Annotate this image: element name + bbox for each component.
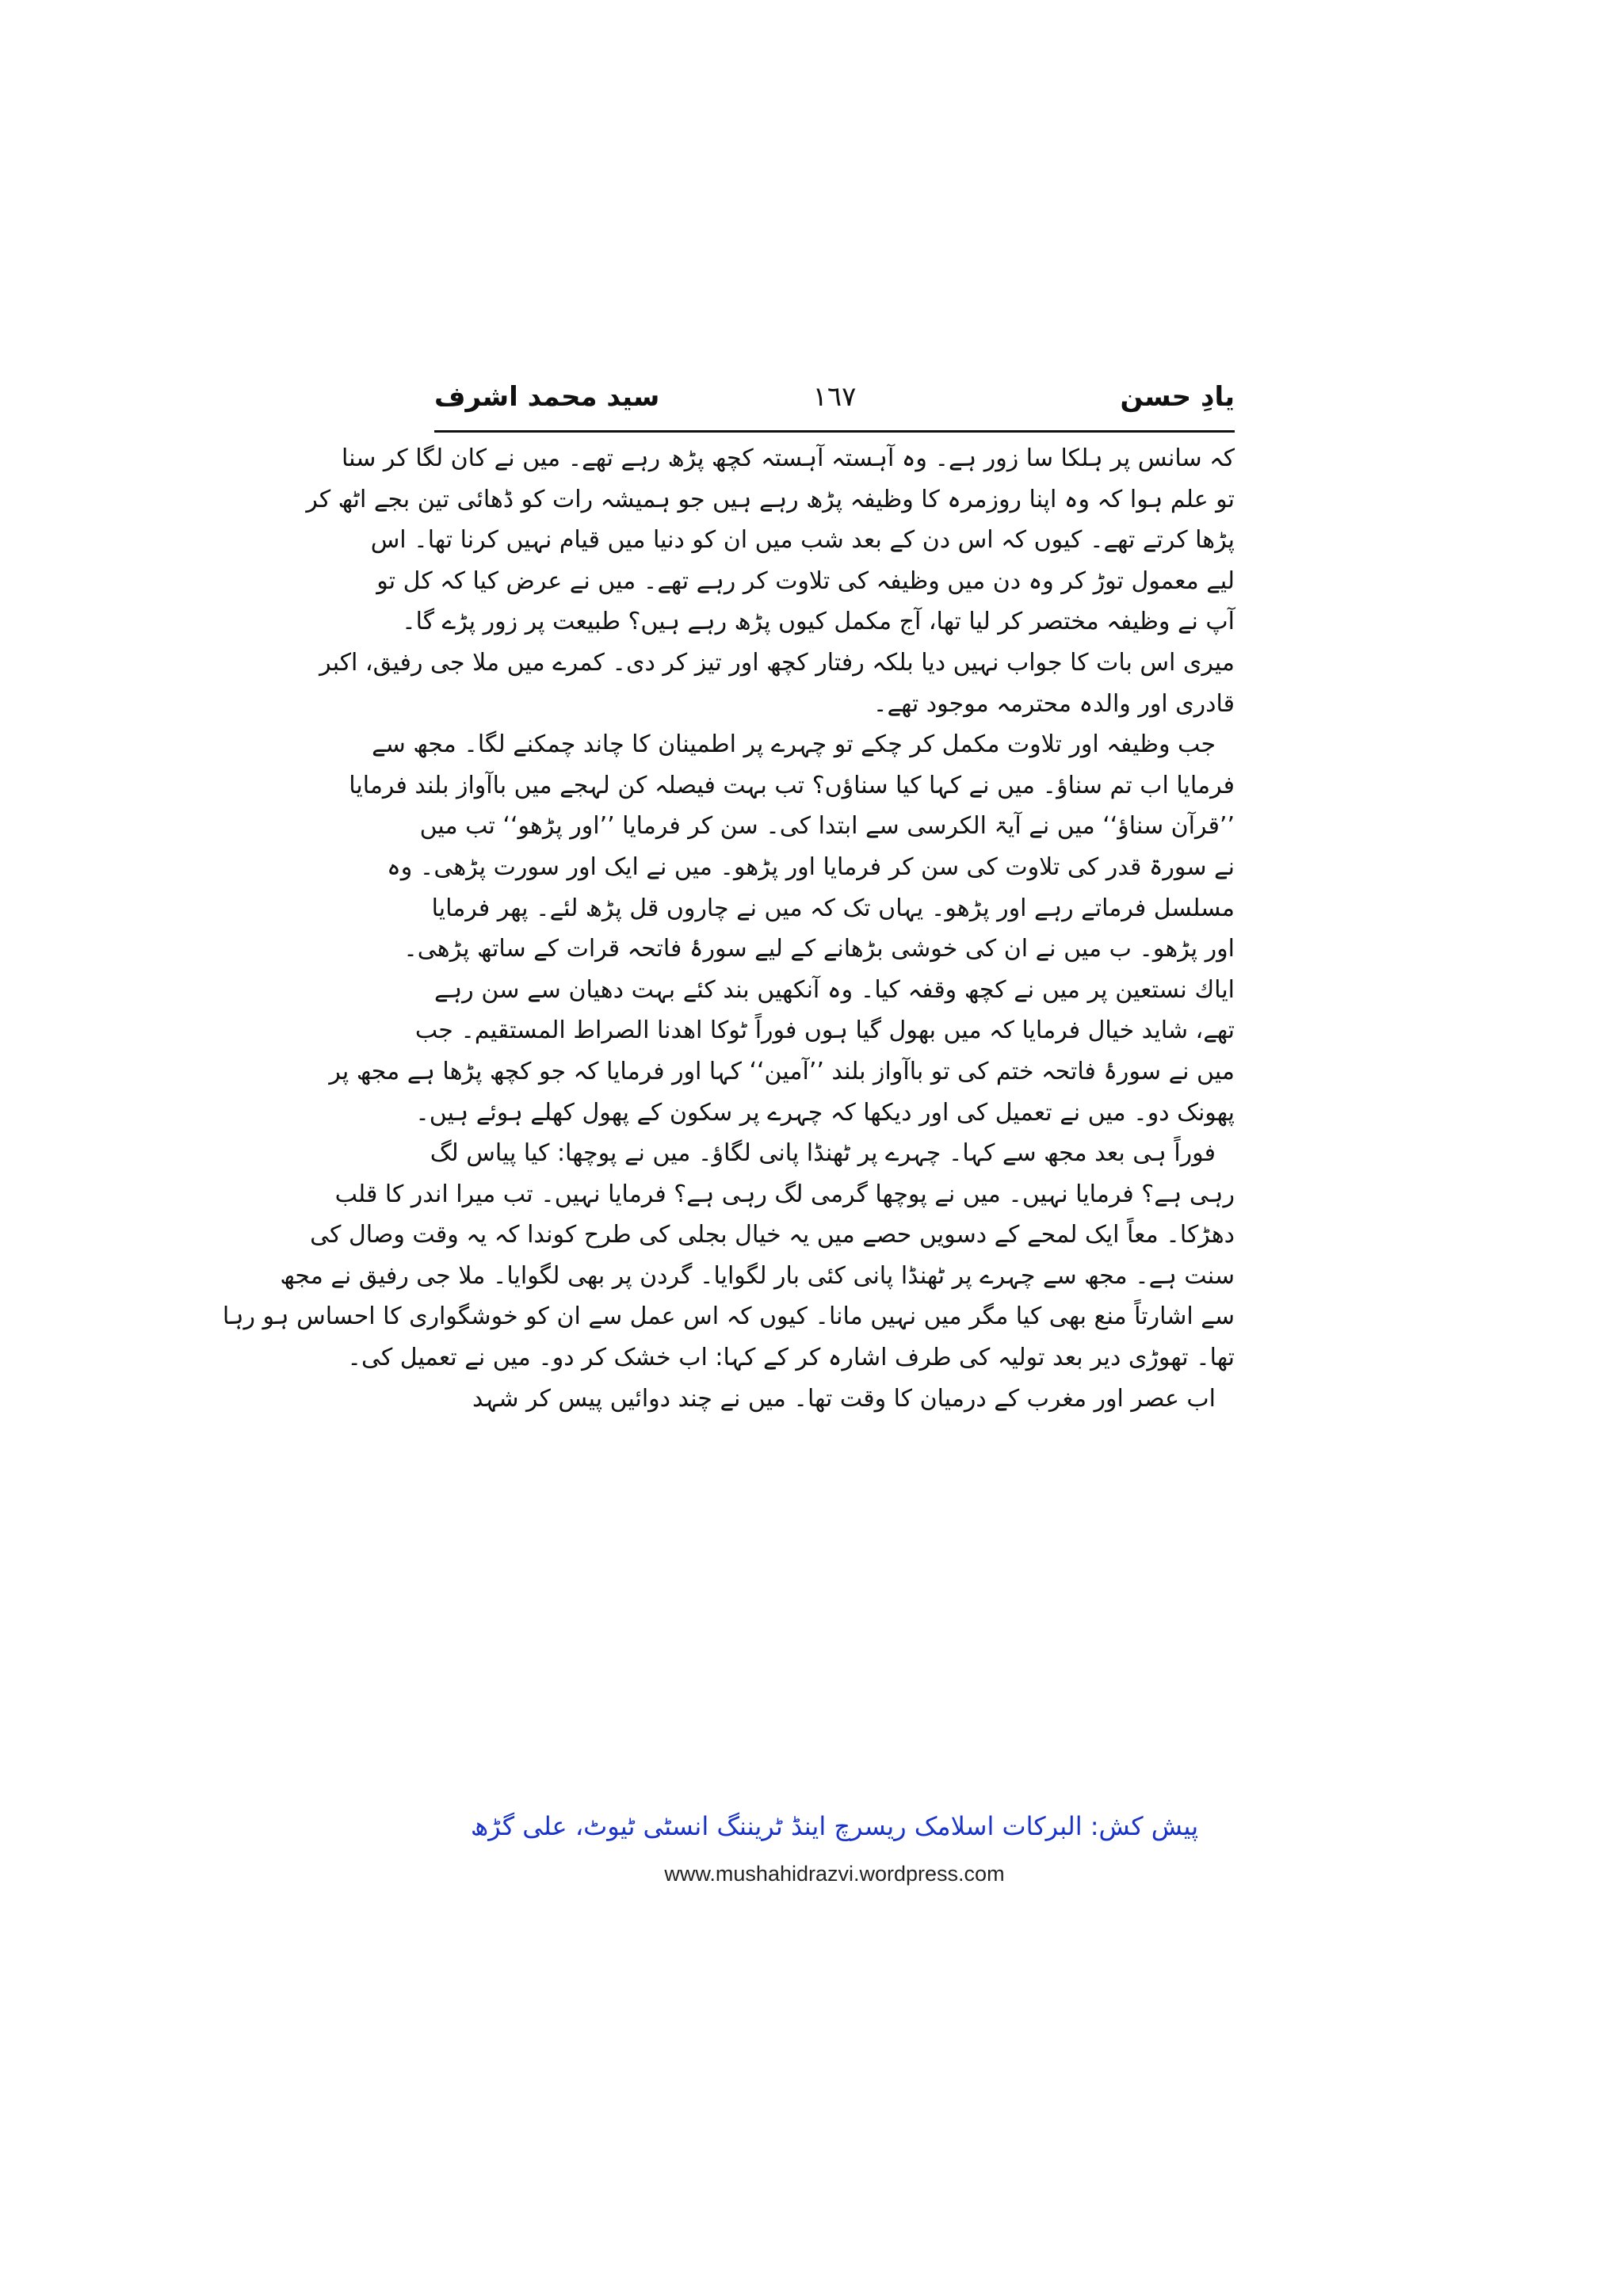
text-line: میں نے سورۂ فاتحہ ختم کی تو باآواز بلند ’’آمین‘‘ کہا اور فرمایا کہ جو کچھ پڑھا ہے مجھ پر bbox=[329, 1057, 1235, 1085]
header-divider bbox=[434, 430, 1235, 433]
text-line: تھا۔ تھوڑی دیر بعد تولیہ کی طرف اشارہ کر کے کہا: اب خشک کر دو۔ میں نے تعمیل کی۔ bbox=[347, 1344, 1235, 1372]
text-line: کہ سانس پر ہلکا سا زور ہے۔ وہ آہستہ آہستہ کچھ پڑھ رہے تھے۔ میں نے کان لگا کر سنا bbox=[342, 444, 1235, 472]
page-number: ١٦٧ bbox=[812, 381, 857, 413]
text-line: سنت ہے۔ مجھ سے چہرے پر ٹھنڈا پانی کئی بار لگوایا۔ گردن پر بھی لگوایا۔ ملا جی رفیق نے مجھ bbox=[280, 1261, 1235, 1290]
publisher-credit: پیش کش: البرکات اسلامک ریسرچ اینڈ ٹریننگ انسٹی ٹیوٹ، علی گڑھ bbox=[470, 1811, 1199, 1841]
text-line: مسلسل فرماتے رہے اور پڑھو۔ یہاں تک کہ میں نے چاروں قل پڑھ لئے۔ پھر فرمایا bbox=[431, 894, 1235, 922]
text-line: فرمایا اب تم سناؤ۔ میں نے کہا کیا سناؤں؟ تب بہت فیصلہ کن لہجے میں باآواز بلند فرمایا bbox=[349, 771, 1235, 799]
text-line: دھڑکا۔ معاً ایک لمحے کے دسویں حصے میں یہ خیال بجلی کی طرح کوندا کہ یہ وقت وصال کی bbox=[310, 1221, 1235, 1249]
body-text bbox=[222, 438, 1235, 1785]
text-line: اب عصر اور مغرب کے درمیان کا وقت تھا۔ میں نے چند دوائیں پیس کر شہد bbox=[472, 1384, 1216, 1413]
text-line: پھونک دو۔ میں نے تعمیل کی اور دیکھا کہ چہرے پر سکون کے پھول کھلے ہوئے ہیں۔ bbox=[415, 1098, 1235, 1127]
text-line: جب وظیفہ اور تلاوت مکمل کر چکے تو چہرے پر اطمینان کا چاند چمکنے لگا۔ مجھ سے bbox=[372, 730, 1216, 759]
text-line: نے سورۃ قدر کی تلاوت کی سن کر فرمایا اور پڑھو۔ میں نے ایک اور سورت پڑھی۔ وہ bbox=[387, 852, 1235, 881]
page-header bbox=[434, 372, 1235, 428]
author-name: سید محمد اشرف bbox=[434, 381, 660, 413]
text-line: اور پڑھو۔ ب میں نے ان کی خوشی بڑھانے کے لیے سورۂ فاتحہ قرات کے ساتھ پڑھی۔ bbox=[403, 935, 1235, 963]
text-line: تو علم ہوا کہ وہ اپنا روزمرہ کا وظیفہ پڑھ رہے ہیں جو ہمیشہ رات کو ڈھائی تین بجے اٹھ کر bbox=[306, 485, 1235, 513]
text-line: ایاك نستعین پر میں نے کچھ وقفہ کیا۔ وہ آنکھیں بند کئے بہت دھیان سے سن رہے bbox=[434, 975, 1235, 1004]
text-line: میری اس بات کا جواب نہیں دیا بلکہ رفتار کچھ اور تیز کر دی۔ کمرے میں ملا جی رفیق، اکبر bbox=[319, 648, 1235, 677]
text-line: ’’قرآن سناؤ‘‘ میں نے آیۃ الکرسی سے ابتدا کی۔ سن کر فرمایا ’’اور پڑھو‘‘ تب میں bbox=[419, 812, 1235, 841]
text-line: آپ نے وظیفہ مختصر کر لیا تھا، آج مکمل کیوں پڑھ رہے ہیں؟ طبیعت پر زور پڑے گا۔ bbox=[402, 608, 1235, 636]
text-line: لیے معمول توڑ کر وہ دن میں وظیفہ کی تلاوت کر رہے تھے۔ میں نے عرض کیا کہ کل تو bbox=[376, 566, 1235, 595]
text-line: قادری اور والدہ محترمہ موجود تھے۔ bbox=[873, 689, 1235, 718]
text-line: تھے، شاید خیال فرمایا کہ میں بھول گیا ہوں فوراً ٹوکا اھدنا الصراط المستقیم۔ جب bbox=[414, 1016, 1235, 1045]
text-line: رہی ہے؟ فرمایا نہیں۔ میں نے پوچھا گرمی لگ رہی ہے؟ فرمایا نہیں۔ تب میرا اندر کا قلب bbox=[334, 1180, 1235, 1208]
text-line: فوراً ہی بعد مجھ سے کہا۔ چہرے پر ٹھنڈا پانی لگاؤ۔ میں نے پوچھا: کیا پیاس لگ bbox=[430, 1139, 1216, 1168]
text-line: پڑھا کرتے تھے۔ کیوں کہ اس دن کے بعد شب میں ان کو دنیا میں قیام نہیں کرنا تھا۔ اس bbox=[370, 526, 1235, 555]
website-url: www.mushahidrazvi.wordpress.com bbox=[664, 1862, 1005, 1886]
text-line: سے اشارتاً منع بھی کیا مگر میں نہیں مانا۔ کیوں کہ اس عمل سے ان کو خوشگواری کا احساس ہو رہا bbox=[222, 1302, 1235, 1331]
book-title: یادِ حسن bbox=[1120, 381, 1235, 413]
